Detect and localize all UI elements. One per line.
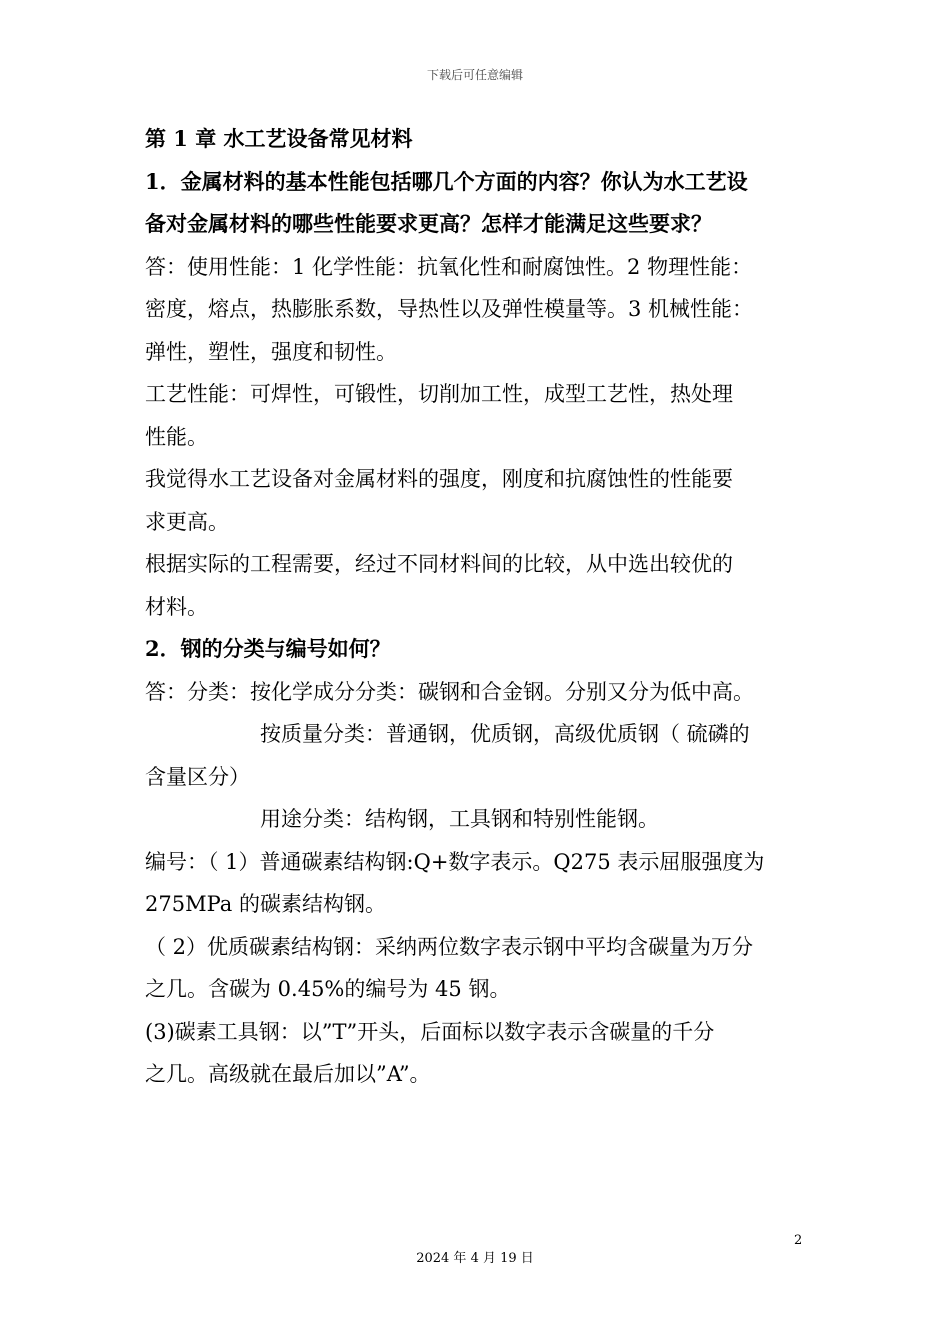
page-header: 下载后可任意编辑 — [426, 68, 523, 82]
paragraph: （ 2）优质碳素结构钢：采纳两位数字表示钢中平均含碳量为万分 — [145, 934, 754, 959]
paragraph: 性能。 — [145, 424, 208, 449]
paragraph: 用途分类：结构钢，工具钢和特别性能钢。 — [260, 807, 659, 831]
paragraph: 275MPa 的碳素结构钢。 — [145, 892, 386, 916]
paragraph: 之几。高级就在最后加以”A”。 — [145, 1062, 431, 1086]
paragraph: 工艺性能：可焊性，可锻性，切削加工性，成型工艺性，热处理 — [145, 382, 733, 406]
paragraph: 按质量分类：普通钢，优质钢，高级优质钢（ 硫磷的 — [260, 722, 750, 746]
paragraph: 答：分类：按化学成分分类：碳钢和合金钢。分别又分为低中高。 — [145, 679, 754, 704]
paragraph: 我觉得水工艺设备对金属材料的强度，刚度和抗腐蚀性的性能要 — [145, 467, 733, 491]
paragraph: 答：使用性能：1 化学性能：抗氧化性和耐腐蚀性。2 物理性能： — [145, 254, 753, 279]
paragraph: 第 1 章 水工艺设备常见材料 — [145, 126, 413, 151]
document-body — [145, 118, 815, 1096]
page-number: 2 — [794, 1233, 803, 1248]
page-footer-date: 2024 年 4 月 19 日 — [416, 1251, 534, 1266]
paragraph: 之几。含碳为 0.45%的编号为 45 钢。 — [145, 977, 511, 1001]
paragraph: 1．金属材料的基本性能包括哪几个方面的内容？你认为水工艺设 — [145, 168, 748, 194]
paragraph: 弹性，塑性，强度和韧性。 — [145, 339, 397, 364]
paragraph: 根据实际的工程需要，经过不同材料间的比较，从中选出较优的 — [145, 552, 733, 576]
paragraph: 求更高。 — [145, 509, 229, 534]
paragraph: 编号：（ 1）普通碳素结构钢:Q+数字表示。Q275 表示屈服强度为 — [145, 849, 765, 874]
paragraph: 含量区分） — [145, 764, 250, 789]
paragraph: 备对金属材料的哪些性能要求更高？怎样才能满足这些要求？ — [145, 211, 712, 236]
paragraph: (3)碳素工具钢：以”T”开头，后面标以数字表示含碳量的千分 — [145, 1019, 715, 1044]
paragraph: 2．钢的分类与编号如何？ — [145, 636, 391, 661]
paragraph: 密度，熔点，热膨胀系数，导热性以及弹性模量等。3 机械性能： — [145, 297, 754, 321]
paragraph: 材料。 — [145, 594, 208, 619]
